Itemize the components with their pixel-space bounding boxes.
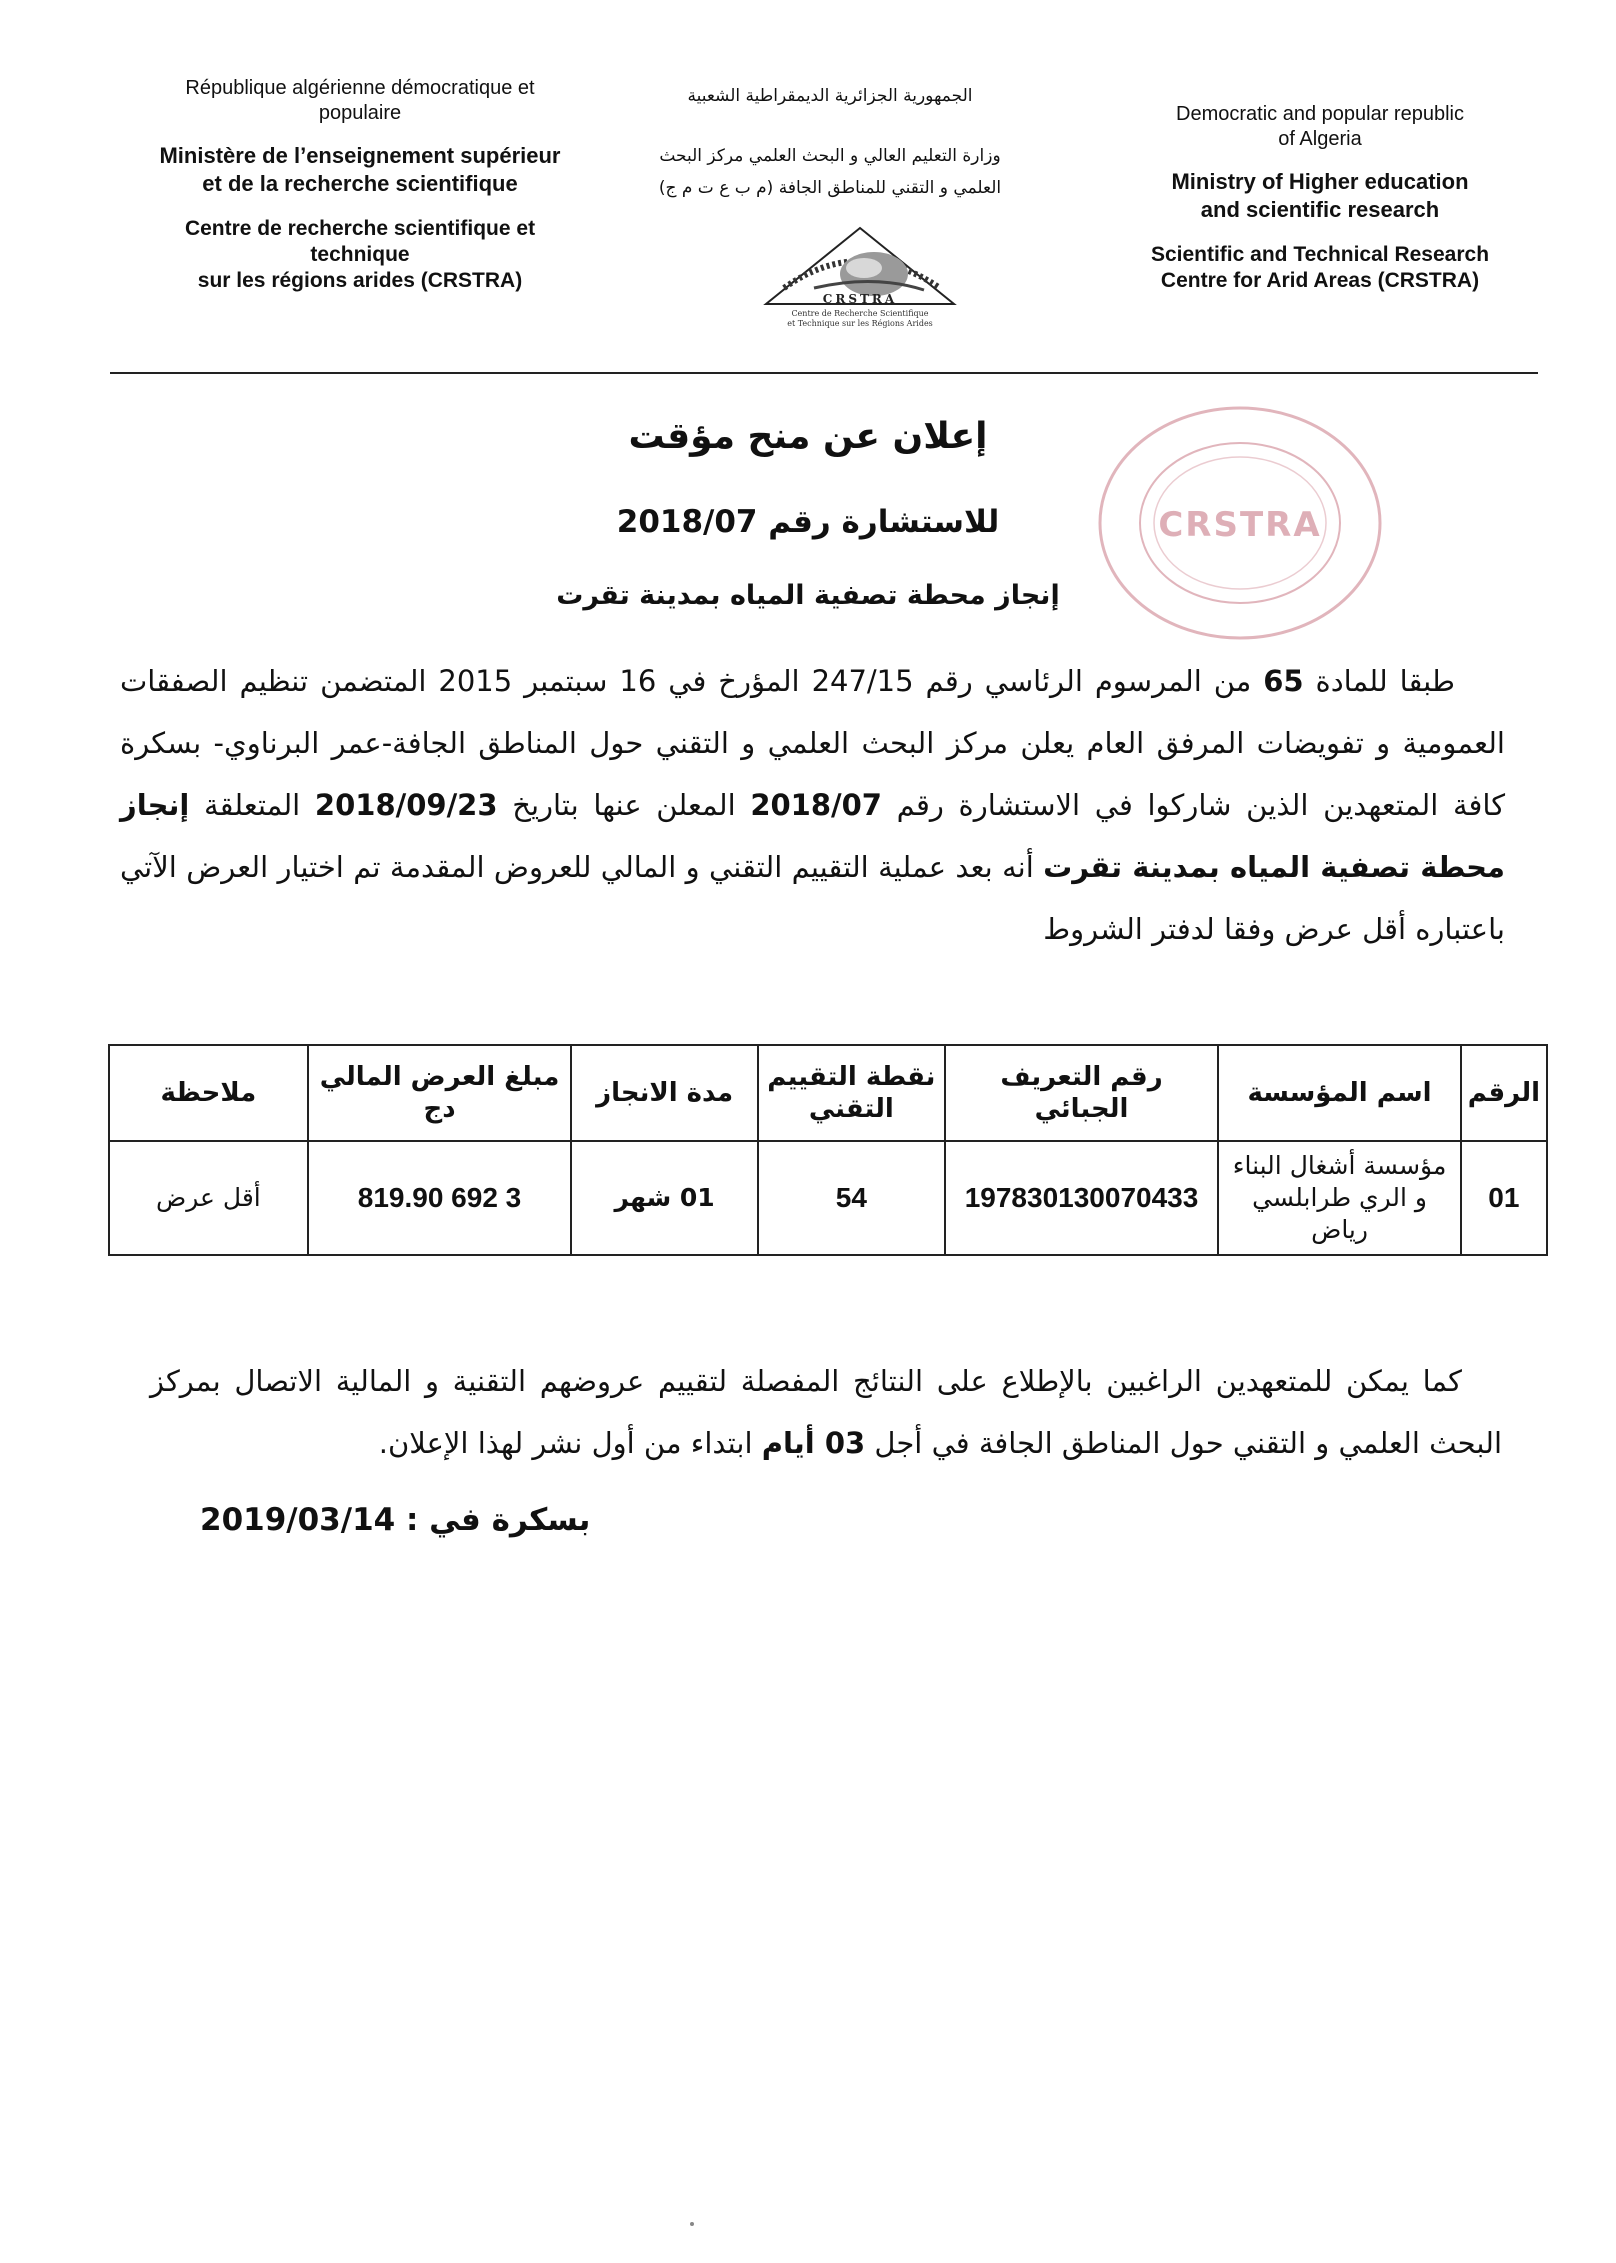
header-company: اسم المؤسسة [1218,1045,1460,1141]
article-number: 65 [1263,664,1304,698]
body-text-c: المعلن عنها بتاريخ [497,788,751,822]
arabic-republic-line: الجمهورية الجزائرية الديمقراطية الشعبية [687,86,973,106]
announcement-body [120,650,1505,960]
header-arabic [630,84,1030,200]
english-ministry-line1: Ministry of Higher education [1171,169,1469,194]
cell-tech-score: 54 [758,1141,945,1255]
contact-text-a: كما يمكن للمتعهدين الراغبين بالإطلاع على النتائج المفصلة لتقييم عروضهم التقنية و المالية الاتصال بمركز البحث العلمي و التقني حول المناطق الجافة في أجل [150,1364,1502,1460]
body-text-e: أنه بعد عملية التقييم التقني و المالي للعروض المقدمة تم اختيار العرض الآتي باعتباره أقل عرض وفقا لدفتر الشروط [120,850,1505,946]
table-header-row [109,1045,1547,1141]
arabic-ministry-line2: العلمي و التقني للمناطق الجافة (م ب ع ت م ج) [658,178,1002,198]
cell-tax-id: 197830130070433 [945,1141,1219,1255]
results-table [108,1044,1548,1256]
cell-amount: 3 692 819.90 [308,1141,572,1255]
contact-days: 03 أيام [761,1426,866,1460]
header-french [110,76,610,294]
stamp-text: CRSTRA [1158,505,1322,545]
french-ministry-line2: et de la recherche scientifique [202,171,518,196]
header-amount: مبلغ العرض المالي دج [308,1045,572,1141]
consultation-number: للاستشارة رقم 2018/07 [616,504,1000,540]
logo-name: CRSTRA [822,292,898,306]
english-centre-line2: Centre for Arid Areas (CRSTRA) [1160,269,1480,292]
cell-note: أقل عرض [109,1141,308,1255]
french-republic-line1: République algérienne démocratique et [185,77,535,99]
table-row [109,1141,1547,1255]
body-text-b: من المرسوم الرئاسي رقم 247/15 المؤرخ في 16 سبتمبر 2015 المتضمن تنظيم الصفقات العمومية و تفويضات المرفق العام يعلن مركز البحث العلمي و التقني حول المناطق الجافة-عمر البرناوي- بسكرة كافة المتعهدين الذين شاركوا في الاستشارة رقم [120,664,1505,822]
logo-subtitle-line1: Centre de Recherche Scientifique [791,309,929,318]
english-centre-line1: Scientific and Technical Research [1150,243,1490,266]
contact-text-b: ابتداء من أول نشر لهذا الإعلان. [378,1426,762,1460]
project-title: إنجاز محطة تصفية المياه بمدينة تقرت [556,580,1060,611]
header-duration: مدة الانجاز [571,1045,758,1141]
body-project-name: إنجاز محطة تصفية المياه بمدينة تقرت [120,788,1506,884]
place-and-date: بسكرة في : 2019/03/14 [200,1502,591,1538]
french-ministry-line1: Ministère de l’enseignement supérieur [159,143,561,168]
header-tech-score: نقطة التقييم التقني [758,1045,945,1141]
cell-no: 01 [1461,1141,1547,1255]
body-text-d: المتعلقة [189,788,315,822]
english-republic-line2: of Algeria [1278,128,1362,150]
cell-company: مؤسسة أشغال البناء و الري طرابلسي رياض [1218,1141,1460,1255]
header-no: الرقم [1461,1045,1547,1141]
contact-paragraph [150,1350,1502,1474]
header-tax-id: رقم التعريف الجبائي [945,1045,1219,1141]
logo-subtitle-line2: et Technique sur les Régions Arides [787,319,933,328]
body-text-a: طبقا للمادة [1303,664,1455,698]
arabic-ministry-line1: وزارة التعليم العالي و البحث العلمي مركز البحث [659,146,1001,166]
french-centre-line3: sur les régions arides (CRSTRA) [197,269,523,292]
body-announce-date: 2018/09/23 [314,788,498,822]
body-consultation-number: 2018/07 [750,788,882,822]
crstra-logo [744,224,976,330]
header-english [1110,102,1530,294]
english-republic-line1: Democratic and popular republic [1176,103,1464,125]
header-note: ملاحظة [109,1045,308,1141]
page-speck [690,2222,694,2226]
announcement-title: إعلان عن منح مؤقت [628,416,988,457]
header-separator [110,372,1538,374]
french-centre-line2: technique [310,243,410,266]
english-ministry-line2: and scientific research [1200,197,1440,222]
french-republic-line2: populaire [318,102,402,124]
french-centre-line1: Centre de recherche scientifique et [184,217,536,240]
cell-duration: 01 شهر [571,1141,758,1255]
